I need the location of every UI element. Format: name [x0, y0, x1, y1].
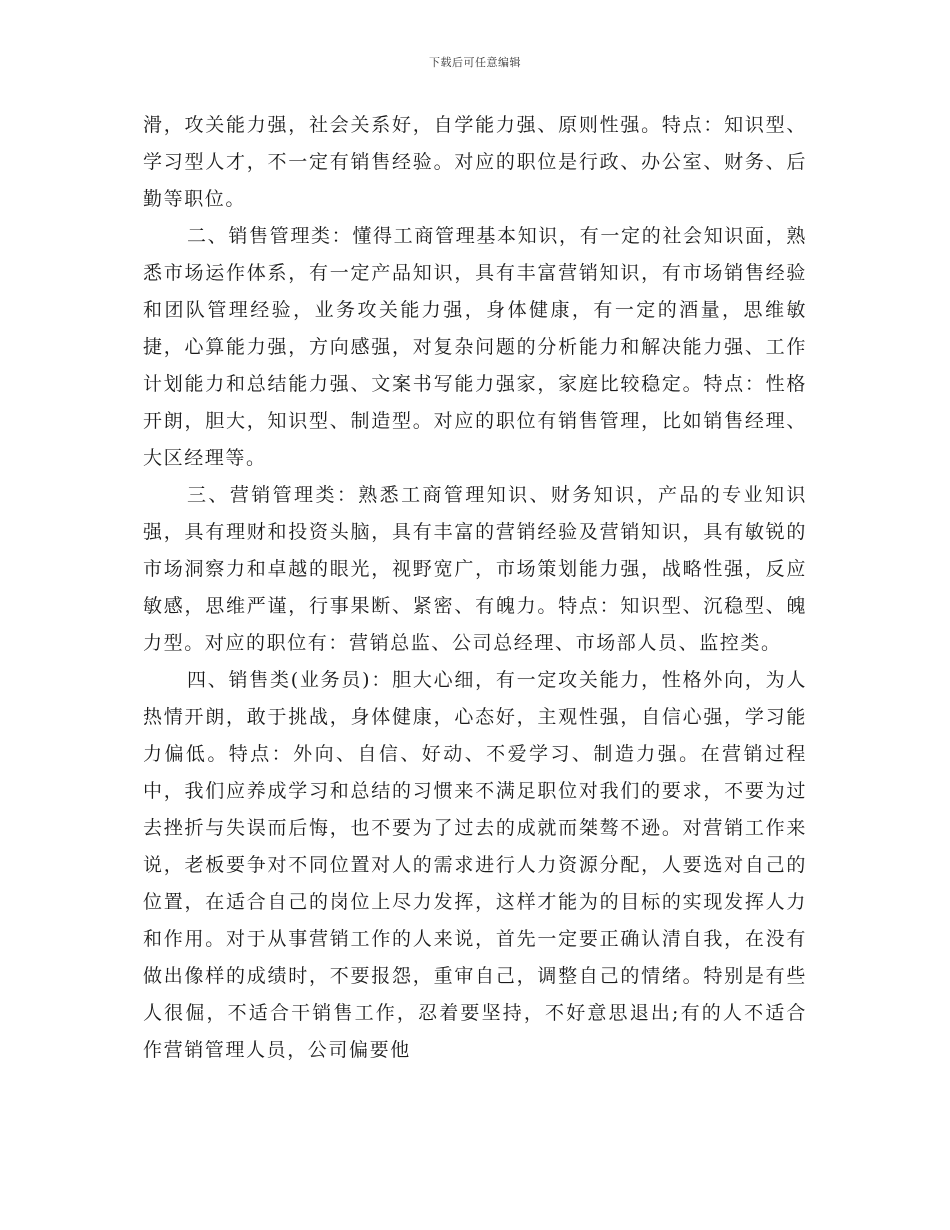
paragraph-marketing-management: 三、营销管理类：熟悉工商管理知识、财务知识，产品的专业知识强，具有理财和投资头脑，具有丰富的营销经验及营销知识，具有敏锐的市场洞察力和卓越的眼光，视野宽广，市场策划能力强，战略性强，反应敏感，思维严谨，行事果断、紧密、有魄力。特点：知识型、沉稳型、魄力型。对应的职位有：营销总监、公司总经理、市场部人员、监控类。 [143, 484, 807, 654]
paragraph-sales-management: 二、销售管理类：懂得工商管理基本知识，有一定的社会知识面，熟悉市场运作体系，有一定产品知识，具有丰富营销知识，有市场销售经验和团队管理经验，业务攻关能力强，身体健康，有一定的酒量，思维敏捷，心算能力强，方向感强，对复杂问题的分析能力和解决能力强、工作计划能力和总结能力强、文案书写能力强家，家庭比较稳定。特点：性格开朗，胆大，知识型、制造型。对应的职位有销售管理，比如销售经理、大区经理等。 [143, 225, 807, 469]
page-header: 下载后可任意编辑 [429, 56, 521, 69]
document-body [143, 107, 807, 1069]
paragraph-salesperson: 四、销售类(业务员)：胆大心细，有一定攻关能力，性格外向，为人热情开朗，敢于挑战，身体健康，心态好，主观性强，自信心强，学习能力偏低。特点：外向、自信、好动、不爱学习、制造力强。在营销过程中，我们应养成学习和总结的习惯来不满足职位对我们的要求，不要为过去挫折与失误而后悔，也不要为了过去的成就而桀骜不逊。对营销工作来说，老板要争对不同位置对人的需求进行人力资源分配，人要选对自己的位置，在适合自己的岗位上尽力发挥，这样才能为的目标的实现发挥人力和作用。对于从事营销工作的人来说，首先一定要正确认清自我，在没有做出像样的成绩时，不要报怨，重审自己，调整自己的情绪。特别是有些人很倔，不适合干销售工作，忍着要坚持，不好意思退出;有的人不适合作营销管理人员，公司偏要他 [143, 669, 807, 1061]
paragraph-continuation: 滑，攻关能力强，社会关系好，自学能力强、原则性强。特点：知识型、学习型人才，不一定有销售经验。对应的职位是行政、办公室、财务、后勤等职位。 [143, 114, 807, 210]
